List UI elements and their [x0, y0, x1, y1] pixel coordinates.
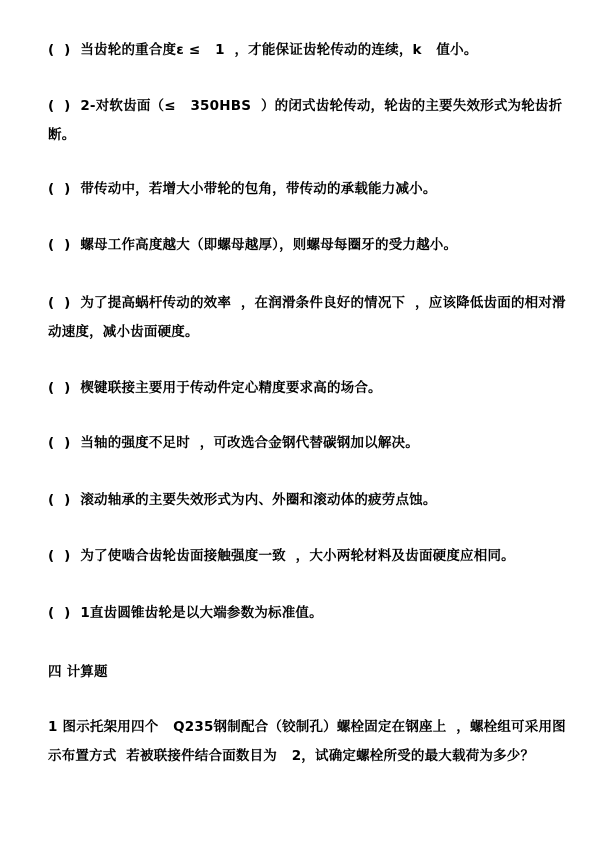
judgment-question-3: ( ) 带传动中，若增大小带轮的包角，带传动的承载能力减小。 — [48, 181, 437, 197]
judgment-question-6: ( ) 楔键联接主要用于传动件定心精度要求高的场合。 — [48, 380, 382, 396]
judgment-question-2: ( ) 2-对软齿面（≤ 350HBS ）的闭式齿轮传动，轮齿的主要失效形式为轮齿折断。 — [48, 98, 563, 143]
judgment-question-10: ( ) 1直齿圆锥齿轮是以大端参数为标准值。 — [48, 605, 323, 621]
judgment-question-8: ( ) 滚动轴承的主要失效形式为内、外圈和滚动体的疲劳点蚀。 — [48, 492, 437, 508]
calculation-problem: 1 图示托架用四个 Q235钢制配合（铰制孔）螺栓固定在钢座上 ，螺栓组可采用图示布置方式 若被联接件结合面数目为 2，试确定螺栓所受的最大载荷为多少？ — [48, 719, 566, 764]
judgment-question-1: ( ) 当齿轮的重合度ε ≤ 1 ，才能保证齿轮传动的连续，k 值小。 — [48, 42, 478, 58]
judgment-question-9: ( ) 为了使啮合齿轮齿面接触强度一致 ，大小两轮材料及齿面硬度应相同。 — [48, 548, 515, 564]
judgment-question-7: ( ) 当轴的强度不足时 ，可改选合金钢代替碳钢加以解决。 — [48, 435, 419, 451]
judgment-question-4: ( ) 螺母工作高度越大（即螺母越厚），则螺母每圈牙的受力越小。 — [48, 237, 458, 253]
section-heading: 四 计算题 — [48, 664, 108, 680]
judgment-question-5: ( ) 为了提高蜗杆传动的效率 ，在润滑条件良好的情况下 ，应该降低齿面的相对滑动速度，减小齿面硬度。 — [48, 295, 566, 340]
